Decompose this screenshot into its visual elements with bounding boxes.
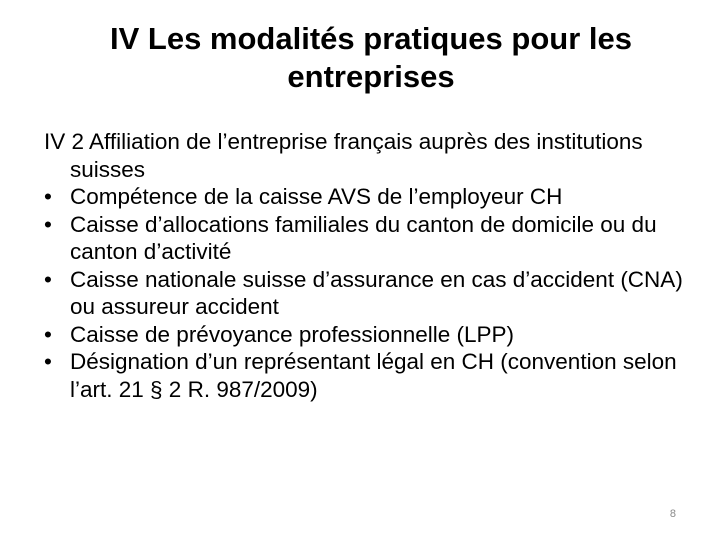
bullet-icon: • [44,266,52,292]
bullet-text: Caisse de prévoyance professionnelle (LPP) [70,321,514,347]
bullet-text: Caisse nationale suisse d’assurance en cas d’accident (CNA) ou assureur accident [70,266,683,319]
bullet-item [44,211,694,266]
bullet-icon: • [44,211,52,237]
bullet-item [44,183,694,211]
bullet-text: Caisse d’allocations familiales du canton de domicile ou du canton d’activité [70,211,657,264]
bullet-item [44,266,694,321]
bullet-text: Compétence de la caisse AVS de l’employeur CH [70,184,563,209]
slide-body [44,128,694,403]
slide-title-line-1: IV Les modalités pratiques pour les [110,21,632,56]
bullet-item [44,321,694,349]
bullet-icon: • [44,349,52,374]
section-heading: IV 2 Affiliation de l’entreprise français auprès des institutions suisses [44,129,643,182]
bullet-text: Désignation d’un représentant légal en CH (convention selon l’art. 21 § 2 R. 987/2009) [70,349,677,402]
slide-title [40,20,680,96]
bullet-item [44,348,694,403]
bullet-icon: • [44,321,52,347]
page-number: 8 [669,508,676,520]
bullet-icon: • [44,184,52,209]
slide-title-line-2: entreprises [287,59,455,94]
bullet-list [44,183,694,403]
